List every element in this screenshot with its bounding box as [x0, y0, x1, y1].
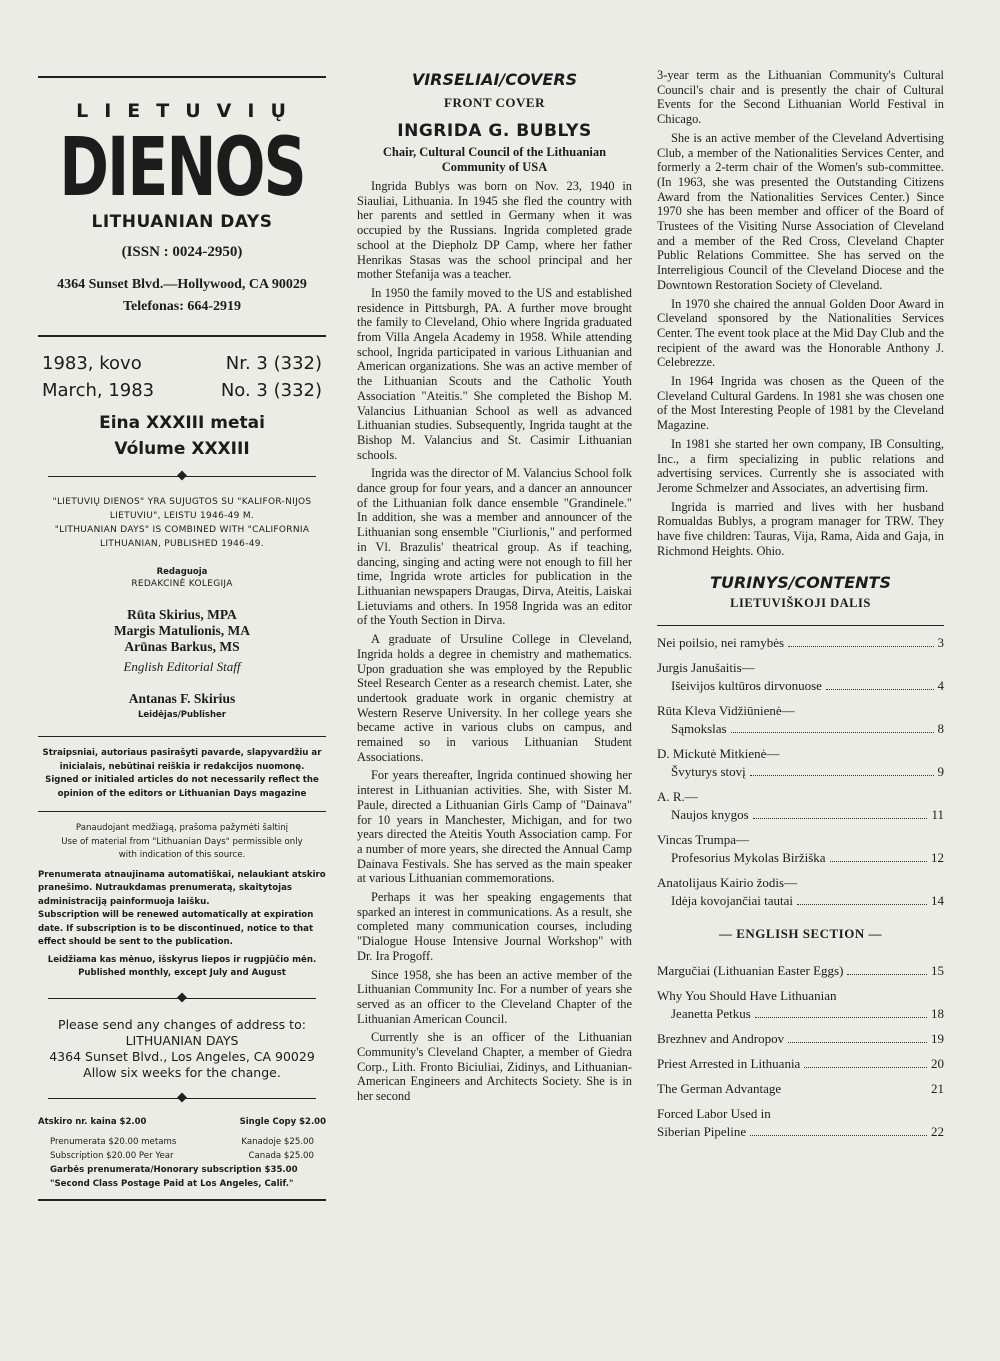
masthead-rule-top: [38, 76, 326, 78]
toc-entry[interactable]: [657, 831, 944, 867]
sub-price-en: Subscription $20.00 Per Year: [50, 1150, 174, 1161]
toc-title: Siberian Pipeline: [657, 1123, 747, 1139]
article-paragraph: Ingrida Bublys was born on Nov. 23, 1940 in Siauliai, Lithuania. In 1945 she fled the country with her parents and settled in Germany when it was occupied by the Russians. Ingrida completed grade school at the Diepholz DP Camp, where her father Henrikas Stasas was the school principal and her mother Stefanija was a teacher.: [357, 179, 632, 282]
contents-list-en: [657, 962, 944, 1141]
toc-title-first-line: Forced Labor Used in: [657, 1105, 771, 1121]
toc-page: 15: [931, 962, 944, 978]
toc-author: Rūta Kleva Vidžiūnienė—: [657, 702, 795, 718]
address-change-line: 4364 Sunset Blvd., Los Angeles, CA 90029: [49, 1048, 315, 1064]
toc-page: 9: [937, 763, 944, 779]
contents-rule: [657, 625, 944, 626]
staff-list: [38, 607, 326, 655]
masthead-column: [38, 76, 326, 1201]
left-column-bottom-rule: [38, 1199, 326, 1201]
notice-rule: [38, 811, 326, 812]
article-paragraph: Ingrida was the director of M. Valancius School folk dance group for four years, and a dancer an announcer of the Lithuanian folk dance ensemble "Grandinele." In addition, she was a member and announcer of the Lithuanian song ensemble "Ciurlionis," and performed in Vl. Brazulis' theatrical group. As if teaching, dancing, singing and acting were not enough to fill her time, Ingrida wrote articles for publication in the Lithuanian newspapers Draugas, Dirva, Ateitis, Laiskai Lietuviams and others. In 1958 Ingrida was an editor of the Youth Section in Dirva.: [357, 466, 632, 628]
toc-title: The German Advantage: [657, 1080, 782, 1096]
toc-page: 8: [937, 720, 944, 736]
edits-label: Redaguoja: [156, 567, 208, 577]
volume-en: Vólume XXXIII: [114, 439, 250, 459]
staff-name: Margis Matulionis, MA: [113, 623, 251, 638]
toc-title: Margučiai (Lithuanian Easter Eggs): [657, 962, 844, 978]
article-paragraph: 3-year term as the Lithuanian Community's Cultural Council's chair and is presently the chair of Cultural Events for the Second Lithuanian World Festival in Chicago.: [657, 68, 944, 127]
merger-note-en: "LITHUANIAN DAYS" IS COMBINED WITH "CALIFORNIA LITHUANIAN, PUBLISHED 1946-49.: [54, 525, 310, 549]
toc-entry[interactable]: [657, 702, 944, 738]
toc-title: Jeanetta Petkus: [671, 1005, 751, 1021]
toc-entry[interactable]: [657, 1105, 944, 1141]
article-paragraph: Ingrida is married and lives with her husband Romualdas Bublys, a program manager for TRW. They have five children: Tauras, Vija, Rama, Aida and Gaja, in Richmond Heights. Ohio.: [657, 499, 944, 558]
article-body-continued: [657, 68, 944, 559]
honorary-price: Garbės prenumerata/Honorary subscription $35.00: [50, 1164, 298, 1175]
monthly-note-lt: Leidžiama kas mėnuo, išskyrus liepos ir rugpjūčio mėn.: [47, 954, 317, 965]
toc-page: 11: [931, 806, 944, 822]
masthead-address: 4364 Sunset Blvd.—Hollywood, CA 90029: [57, 277, 307, 292]
article-paragraph: A graduate of Ursuline College in Cleveland, Ingrida holds a degree in chemistry and mathematics. Upon graduation she was employed by the Republic Steel Research Center as a research chemist. Later, she undertook graduate work in organic chemistry at Western Reserve University. In her college years she became active in various clubs on campus, and remained so in various Lithuanian Student Associations.: [357, 632, 632, 764]
issue-number-lt: Nr. 3 (332): [225, 353, 322, 374]
article-paragraph: In 1970 she chaired the annual Golden Door Award in Cleveland sponsored by the Nationalities Services Center. The event took place at the Mid Day Club and the recipient of the award was the Honorable Anthony J. Celebrezze.: [657, 296, 944, 370]
toc-author: Jurgis Janušaitis—: [657, 659, 755, 675]
canada-price-lt: Kanadoje $25.00: [241, 1136, 314, 1147]
toc-title-first-line: Why You Should Have Lithuanian: [657, 987, 837, 1003]
toc-entry[interactable]: [657, 1055, 944, 1073]
masthead-title: DIENOS: [59, 120, 305, 216]
toc-page: 4: [937, 677, 944, 693]
masthead-rule-bottom: [38, 335, 326, 337]
toc-entry[interactable]: [657, 634, 944, 652]
masthead-phone: Telefonas: 664-2919: [122, 299, 242, 314]
toc-author: A. R.—: [657, 788, 698, 804]
volume-lt: Eina XXXIII metai: [99, 413, 265, 433]
toc-author: Anatolijaus Kairio žodis—: [657, 874, 798, 890]
english-staff-label: English Editorial Staff: [123, 659, 241, 674]
toc-entry[interactable]: [657, 962, 944, 980]
merger-note-lt: "LIETUVIŲ DIENOS" YRA SUJUGTOS SU "KALIFOR-NIJOS LIETUVIU", LEISTU 1946-49 M.: [52, 497, 312, 521]
right-column: [657, 68, 944, 1148]
covers-heading: VIRSELIAI/COVERS: [411, 70, 578, 89]
opinion-note-en: Signed or initialed articles do not necessarily reflect the opinion of the editors or Lithuanian Days magazine: [45, 775, 319, 799]
toc-title: Nei poilsio, nei ramybės: [657, 634, 785, 650]
toc-title: Idėja kovojančiai tautai: [671, 892, 794, 908]
canada-price-en: Canada $25.00: [248, 1150, 314, 1161]
article-paragraph: In 1964 Ingrida was chosen as the Queen of the Cleveland Cultural Gardens. In 1981 she was chosen one of the Most Interesting People of 1981 by the Cleveland Magazine.: [657, 374, 944, 433]
toc-page: 3: [937, 634, 944, 650]
address-change-line: LITHUANIAN DAYS: [125, 1032, 239, 1048]
masthead-top: LIETUVIŲ: [76, 100, 302, 122]
toc-entry[interactable]: [657, 1030, 944, 1048]
toc-entry[interactable]: [657, 1080, 944, 1098]
issn: (ISSN : 0024-2950): [121, 244, 243, 260]
single-copy-row: [38, 1117, 326, 1127]
lithuanian-section-heading: LIETUVIŠKOJI DALIS: [730, 595, 871, 610]
article-paragraph: Perhaps it was her speaking engagements that sparked an interest in communications. As a result, she completed many communication courses, including "Dialogue House Intensive Journal Workshop" with Dr. Ira Progoff.: [357, 890, 632, 963]
toc-page: 19: [931, 1030, 944, 1046]
subscription-prices: [38, 1135, 326, 1191]
toc-title: Švyturys stovį: [671, 763, 746, 779]
toc-entry[interactable]: [657, 987, 944, 1023]
issue-date-lt: 1983, kovo: [42, 353, 142, 374]
article-paragraph: For years thereafter, Ingrida continued showing her interest in Lithuanian activities. She, with Sister M. Paule, directed a Lithuanian Girls Camp of "Dainava" for 10 years in Manchester, Michigan, and for two years directed the Ateitis Youth Association camp. For a number of more years, she directed the Annual Camp Dainava Festivals. She has served as the main speaker at various Lithuanian commemorations.: [357, 768, 632, 886]
article-title: INGRIDA G. BUBLYS: [397, 121, 592, 141]
article-paragraph: Since 1958, she has been an active member of the Lithuanian Community Inc. For a number of years she served as an officer to the Cleveland Chapter of the Lithuanian American Council.: [357, 967, 632, 1026]
publisher-label: Leidėjas/Publisher: [137, 710, 227, 720]
toc-entry[interactable]: [657, 874, 944, 910]
contents-list-lt: [657, 634, 944, 910]
toc-title: Profesorius Mykolas Biržiška: [671, 849, 826, 865]
article-paragraph: In 1981 she started her own company, IB Consulting, Inc., a firm specializing in public relations and advertising services. Currently she is associated with Jerome Schmelzer and Associates, an advertising firm.: [657, 436, 944, 495]
monthly-note-en: Published monthly, except July and August: [78, 968, 286, 978]
front-cover-heading: FRONT COVER: [444, 95, 545, 110]
toc-page: 20: [931, 1055, 944, 1071]
ornament-divider: [48, 993, 316, 1005]
notice-rule: [38, 736, 326, 737]
issue-row-lt: [38, 353, 326, 374]
renewal-note-en: Subscription will be renewed automatically at expiration date. If subscription is to be discontinued, notice to that effect should be sent to the publication.: [38, 910, 314, 947]
address-change-block: [38, 1017, 326, 1081]
toc-page: 18: [931, 1005, 944, 1021]
issue-row-en: [38, 380, 326, 401]
opinion-note-lt: Straipsniai, autoriaus pasirašyti pavarde, slapyvardžiu ar inicialais, nebūtinai reiškia ir redakcijos nuomonę.: [42, 748, 322, 772]
article-subtitle: Chair, Cultural Council of the Lithuanian Community of USA: [382, 145, 607, 174]
toc-author: Vincas Trumpa—: [657, 831, 750, 847]
staff-name: Rūta Skirius, MPA: [127, 607, 237, 622]
issue-date-en: March, 1983: [42, 380, 155, 401]
cover-article: [357, 70, 632, 1108]
toc-author: D. Mickutė Mitkienė—: [657, 745, 780, 761]
publisher-name: Antanas F. Skirius: [128, 691, 236, 706]
toc-title: Priest Arrested in Lithuania: [657, 1055, 801, 1071]
single-price-lt: Atskiro nr. kaina $2.00: [38, 1116, 147, 1127]
article-paragraph: Currently she is an officer of the Lithuanian Community's Cleveland Chapter, a member of Giedra Corp., Lith. Fronto Biciuliai, Zidinys, and Lithuanian-American Engineers and Architects Society. She is in her second: [357, 1030, 632, 1104]
sub-price-lt: Prenumerata $20.00 metams: [50, 1136, 177, 1147]
article-paragraph: In 1950 the family moved to the US and established residence in Pittsburgh, PA. A further move brought the family to Cleveland, Ohio where Ingrida graduated from Villa Angela Academy in 1958. While attending school, Ingrida participated in various Lithuanian and American organizations. She was an active member of the Lithuanian Scouts and the Catholic Youth Association "Ateitis." She completed the Bishop M. Valancius Lithuanian School as well as advanced Lithuanian studies. Subsequently, Ingrida taught at the Bishop M. Valancius and St. Casimir Lithuanian schools.: [357, 285, 632, 462]
toc-entry[interactable]: [657, 659, 944, 695]
address-change-line: Please send any changes of address to:: [58, 1016, 306, 1032]
article-body: [357, 179, 632, 1104]
ornament-divider: [48, 1093, 316, 1105]
board-label: REDAKCINĖ KOLEGIJA: [131, 579, 233, 589]
postage-note: "Second Class Postage Paid at Los Angeles, Calif.": [50, 1178, 294, 1189]
renewal-note-lt: Prenumerata atnaujinama automatiškai, nelaukiant atskiro pranešimo. Nutraukdamas prenumeratą, skaitytojas administraciją painformuoja laišku.: [38, 869, 326, 907]
toc-page: 12: [931, 849, 944, 865]
toc-title: Naujos knygos: [671, 806, 749, 822]
toc-title: Sąmokslas: [671, 720, 727, 736]
article-paragraph: She is an active member of the Cleveland Advertising Club, a member of the Nationalities Services Center, and formerly a 2-term chair of the Women's sub-committee. (In 1963, she was presented the Outstanding Citizens Award from the Nationalities Services Center.) Since 1970 she has been member and officer of the Board of Trustees of the Visiting Nurse Association of Cleveland and a member of the Red Cross, Cleveland Chapter Public Relations Committee. She has served on the Interreligious Council of the Cleveland Diocese and the Downtown Restoration Society of Cleveland.: [657, 130, 944, 292]
single-price-en: Single Copy $2.00: [239, 1116, 326, 1127]
toc-page: 14: [931, 892, 944, 908]
source-note-lt: Panaudojant medžiagą, prašoma pažymėti šaltinį: [75, 823, 289, 833]
issue-number-en: No. 3 (332): [220, 380, 322, 401]
address-change-line: Allow six weeks for the change.: [83, 1064, 281, 1080]
ornament-divider: [48, 471, 316, 483]
toc-title: Brezhnev and Andropov: [657, 1030, 785, 1046]
toc-page: 21: [931, 1080, 944, 1096]
toc-entry[interactable]: [657, 788, 944, 824]
toc-title: Išeivijos kultūros dirvonuose: [671, 677, 822, 693]
source-note-en: Use of material from "Lithuanian Days" permissible only with indication of this source.: [61, 836, 303, 860]
toc-entry[interactable]: [657, 745, 944, 781]
toc-page: 22: [931, 1123, 944, 1139]
contents-heading: TURINYS/CONTENTS: [710, 572, 891, 592]
masthead-subtitle: LITHUANIAN DAYS: [91, 212, 273, 232]
staff-name: Arūnas Barkus, MS: [124, 639, 240, 654]
english-section-heading: — ENGLISH SECTION —: [718, 925, 882, 941]
